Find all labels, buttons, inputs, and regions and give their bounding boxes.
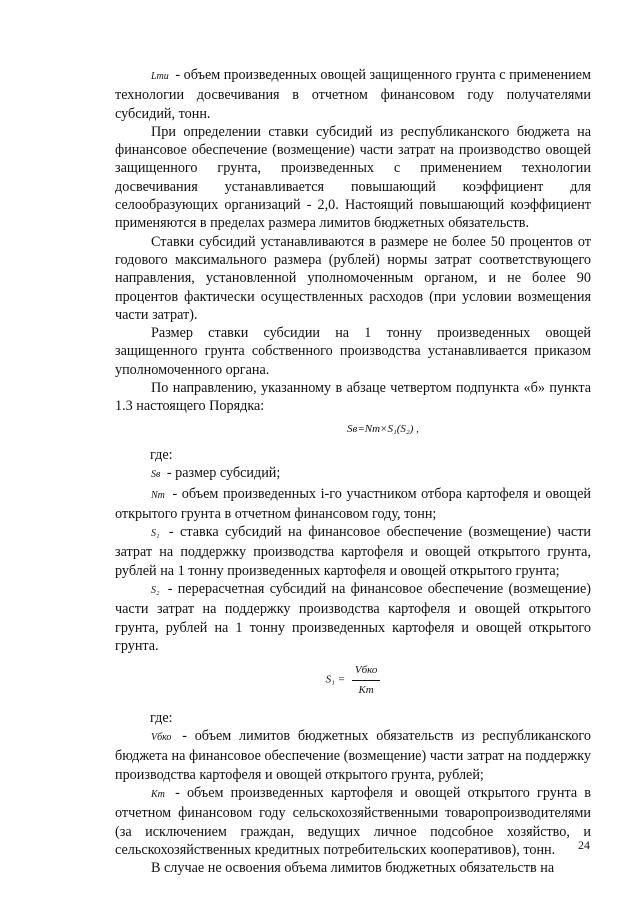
definition-sv (115, 464, 591, 484)
definition-s2 (115, 580, 591, 655)
symbol-kt: Kт (151, 788, 165, 800)
symbol-nt: Nт (151, 489, 165, 501)
symbol-vbko: Vбко (151, 732, 172, 744)
page-number: 24 (578, 838, 590, 852)
paragraph-rate-per-ton: Размер ставки субсидии на 1 тонну произведенных овощей защищенного грунта собственного производства устанавливается приказом уполномоченного органа. (115, 325, 591, 378)
formula-numerator: Vбко (352, 661, 380, 680)
definition-text: - объем произведенных i-го участником отбора картофеля и овощей открытого грунта в отчетном финансовом году, тонн; (115, 485, 591, 522)
formula-subsidy-size: Sв=Nт×S₁(S₂) , (347, 422, 419, 435)
paragraph-lti-definition (115, 66, 591, 123)
symbol-s1: S₁ (151, 528, 160, 540)
formula-fraction (352, 661, 380, 699)
paragraph-rate-limits: Ставки субсидий устанавливаются в размере не более 50 процентов от годового максимального размера (рублей) нормы затрат соответствующего направления, установленной уполномоченным органом, и не более 90 процентов фактически осуществленных расходов (при условии возмещения части затрат). (115, 233, 591, 323)
symbol-s2: S₂ (151, 585, 160, 597)
definition-text: - объем лимитов бюджетных обязательств из республиканского бюджета на финансовое обеспечение (возмещение) части затрат на поддержку производства картофеля и овощей открытого грунта, рублей; (115, 728, 591, 783)
where-label: где: (150, 709, 173, 726)
document-body (115, 66, 591, 877)
paragraph-direction: По направлению, указанному в абзаце четвертом подпункта «б» пункта 1.3 настоящего Порядка: (115, 380, 591, 415)
definition-s1 (115, 523, 591, 580)
definition-text: - объем произведенных картофеля и овощей открытого грунта в отчетном финансовом году сельскохозяйственными товаропроизводителями (за исключением граждан, ведущих личное подсобное хозяйство, и сельскохозяйственных кредитных потребительских кооперативов), тонн. (115, 784, 591, 858)
paragraph-non-utilization: В случае не освоения объема лимитов бюджетных обязательств на (151, 860, 555, 877)
definition-nt (115, 485, 591, 524)
formula-rate (115, 661, 591, 699)
paragraph-rate-coefficient: При определении ставки субсидий из республиканского бюджета на финансовое обеспечение (возмещение) части затрат на производство овощей защищенного грунта, произведенных с применением технологии досвечивания устанавливается повышающий коэффициент для селообразующих организаций - 2,0. Настоящий повышающий коэффициент применяются в пределах размера лимитов бюджетных обязательств. (115, 123, 591, 232)
formula-lhs: S₁ = (325, 673, 346, 686)
definition-text: - перерасчетная субсидий на финансовое обеспечение (возмещение) части затрат на поддержку производства картофеля и овощей открытого грунта, рублей на 1 тонну произведенных картофеля и овощей открытого грунта. (115, 581, 591, 654)
where-label: где: (150, 446, 173, 463)
definition-kt (115, 784, 591, 859)
formula-denominator: Kт (358, 683, 374, 696)
paragraph-text: - объем произведенных овощей защищенного грунта с применением технологии досвечивания в отчетном финансовом году получателями субсидий, тонн. (115, 67, 591, 122)
definition-text: - размер субсидий; (163, 465, 281, 482)
symbol-lti: Lти (151, 71, 169, 82)
symbol-sv: Sв (151, 469, 161, 481)
definition-vbko (115, 727, 591, 784)
definition-text: - ставка субсидий на финансовое обеспечение (возмещение) части затрат на поддержку производства картофеля и овощей открытого грунта, рублей на 1 тонну произведенных картофеля и овощей открытого грунта; (115, 524, 591, 579)
